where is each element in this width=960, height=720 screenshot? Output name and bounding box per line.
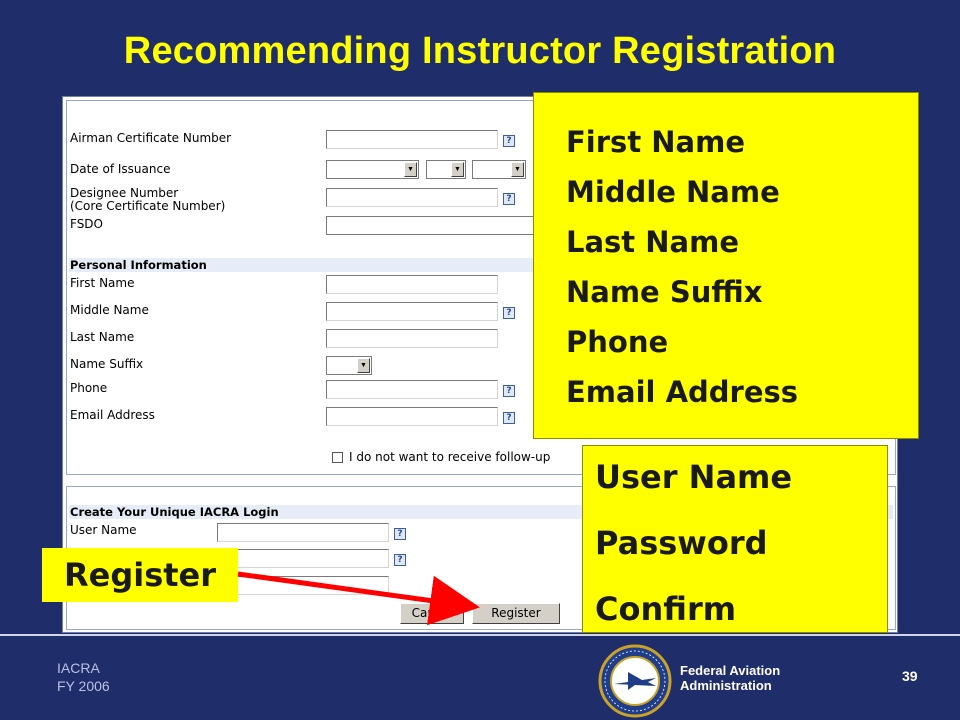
cancel-button[interactable]: Cancel [400, 603, 464, 624]
help-icon[interactable]: ? [394, 528, 406, 540]
slide-title: Recommending Instructor Registration [123, 30, 837, 72]
page-number: 39 [902, 668, 918, 684]
footer-fiscal-year: FY 2006 [57, 678, 110, 694]
first-name-label: First Name [70, 276, 135, 290]
footer-program [57, 659, 110, 695]
callout-item: Confirm [595, 590, 737, 628]
help-icon[interactable]: ? [394, 554, 406, 566]
create-login-header: Create Your Unique IACRA Login [70, 505, 279, 519]
help-icon[interactable]: ? [503, 193, 515, 205]
faa-seal-icon [598, 644, 672, 718]
user-name-label: User Name [70, 523, 137, 537]
last-name-label: Last Name [70, 330, 135, 344]
user-name-input[interactable] [217, 523, 389, 542]
help-icon[interactable]: ? [503, 307, 515, 319]
airman-certificate-number-input[interactable] [326, 130, 498, 149]
callout-item: Middle Name [566, 175, 780, 209]
chevron-down-icon: ▼ [404, 162, 417, 177]
callout-item: Name Suffix [566, 275, 763, 309]
login-fields-callout [582, 445, 888, 633]
callout-item: Password [595, 524, 768, 562]
password-input[interactable] [217, 549, 389, 568]
help-icon[interactable]: ? [503, 412, 515, 424]
footer-program-name: IACRA [57, 660, 100, 676]
chevron-down-icon: ▼ [511, 162, 524, 177]
core-certificate-number-label: (Core Certificate Number) [70, 199, 226, 213]
help-icon[interactable]: ? [503, 135, 515, 147]
callout-item: Last Name [566, 225, 739, 259]
airman-certificate-number-label: Airman Certificate Number [70, 131, 232, 145]
email-address-label: Email Address [70, 408, 155, 422]
callout-item: Email Address [566, 375, 799, 409]
chevron-down-icon: ▼ [357, 358, 370, 373]
issuance-month-select[interactable] [326, 160, 419, 179]
fsdo-label: FSDO [70, 217, 103, 231]
middle-name-input[interactable] [326, 302, 498, 321]
register-button[interactable]: Register [472, 603, 560, 624]
help-icon[interactable]: ? [503, 385, 515, 397]
callout-item: Phone [566, 325, 669, 359]
name-suffix-label: Name Suffix [70, 357, 144, 371]
designee-number-label: Designee Number [70, 186, 179, 200]
phone-input[interactable] [326, 380, 498, 399]
footer-agency-line2: Administration [680, 678, 772, 693]
footer-agency [680, 663, 780, 693]
callout-item: First Name [566, 125, 745, 159]
followup-checkbox[interactable] [332, 452, 343, 463]
name-suffix-select[interactable] [326, 356, 372, 375]
fsdo-select[interactable] [326, 216, 546, 235]
chevron-down-icon: ▼ [451, 162, 464, 177]
personal-information-header: Personal Information [70, 258, 207, 272]
confirm-password-input[interactable] [217, 576, 389, 595]
footer-divider [0, 634, 960, 636]
followup-checkbox-label: I do not want to receive follow-up [349, 450, 551, 464]
footer-agency-line1: Federal Aviation [680, 663, 781, 678]
issuance-year-select[interactable] [472, 160, 526, 179]
issuance-day-select[interactable] [426, 160, 466, 179]
register-callout: Register [42, 548, 238, 602]
designee-number-input[interactable] [326, 188, 498, 207]
personal-fields-callout [533, 92, 919, 439]
date-of-issuance-label: Date of Issuance [70, 162, 171, 176]
first-name-input[interactable] [326, 275, 498, 294]
middle-name-label: Middle Name [70, 303, 149, 317]
phone-label: Phone [70, 381, 108, 395]
callout-item: User Name [595, 458, 793, 496]
email-address-input[interactable] [326, 407, 498, 426]
last-name-input[interactable] [326, 329, 498, 348]
